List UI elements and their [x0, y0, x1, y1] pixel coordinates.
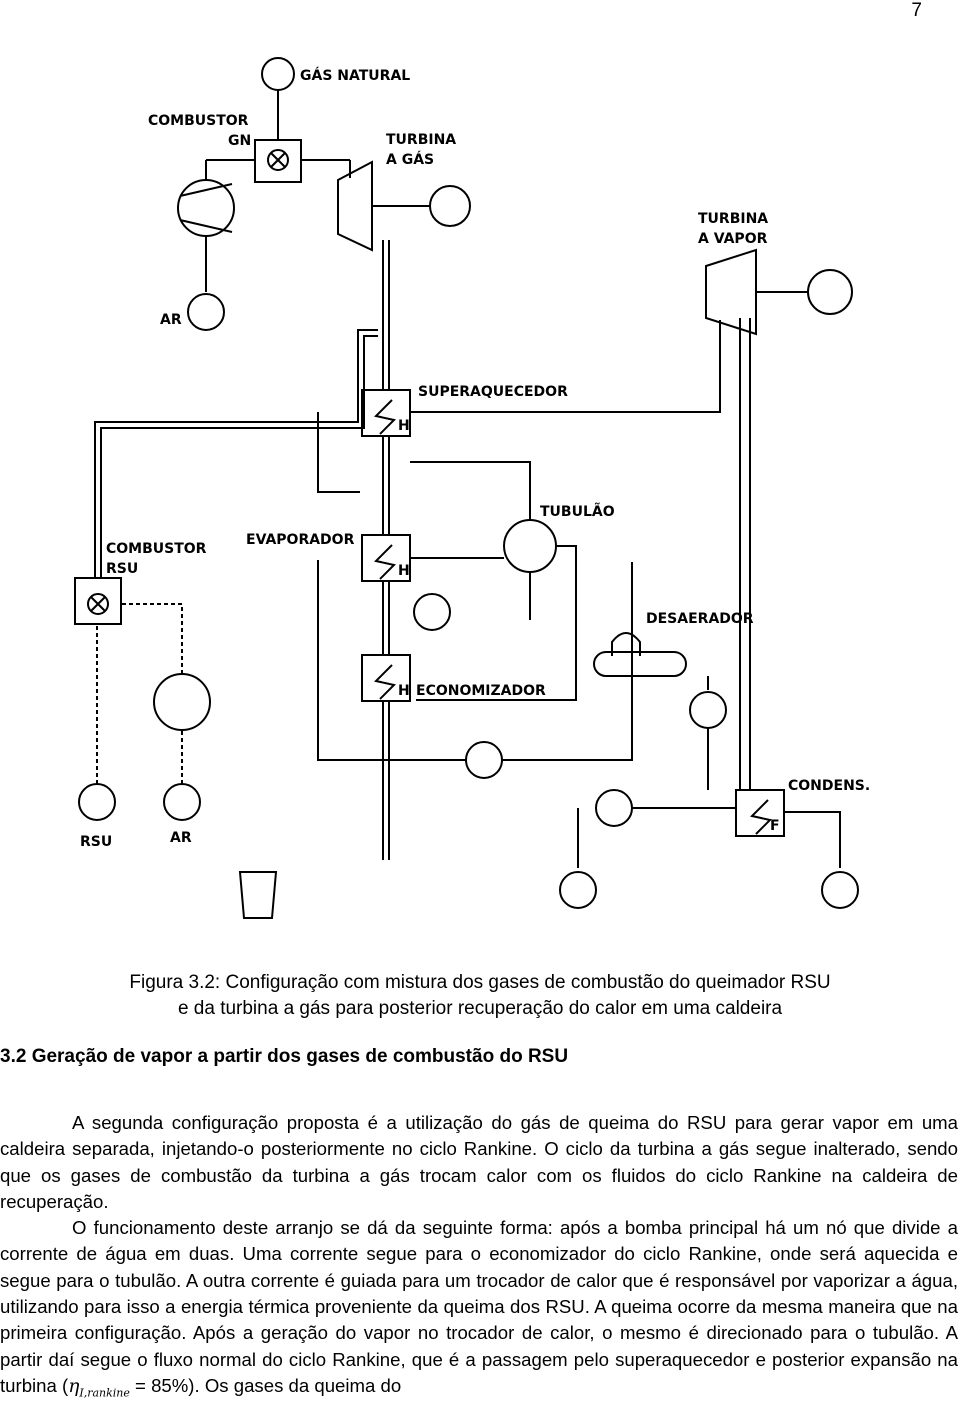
- label-combustor-rsu: COMBUSTOR: [106, 541, 207, 557]
- svg-text:H: H: [398, 418, 410, 434]
- label-gas-natural: GÁS NATURAL: [300, 68, 411, 84]
- label-combustor-gn: COMBUSTOR: [148, 113, 249, 129]
- eta-symbol: $\eta_{I,rankine}$: [68, 1375, 130, 1400]
- label-evaporador: EVAPORADOR: [246, 532, 355, 548]
- label-turbina-gas: TURBINA: [386, 132, 457, 148]
- svg-text:H: H: [398, 563, 410, 579]
- label-tubulao: TUBULÃO: [540, 504, 615, 520]
- paragraph-1: A segunda configuração proposta é a utilização do gás de queima do RSU para gerar vapor em uma caldeira separada, injetando-o posteriormente no ciclo Rankine. O ciclo da turbina a gás segue inalterado, sendo que os gases de combustão da turbina a gás trocam calor com os fluidos do ciclo Rankine na caldeira de recuperação.: [0, 1112, 958, 1212]
- svg-text:GN: GN: [228, 133, 252, 149]
- label-ar-bottom: AR: [170, 830, 192, 846]
- label-economizador: ECONOMIZADOR: [416, 683, 546, 699]
- svg-text:RSU: RSU: [106, 561, 139, 577]
- label-rsu: RSU: [80, 834, 113, 850]
- svg-text:H: H: [398, 683, 410, 699]
- page-number: 7: [911, 0, 922, 21]
- caption-line-2: e da turbina a gás para posterior recuperação do calor em uma caldeira: [177, 998, 783, 1019]
- caption-line-1: Figura 3.2: Configuração com mistura dos gases de combustão do queimador RSU: [129, 972, 831, 993]
- svg-text:A VAPOR: A VAPOR: [698, 231, 768, 247]
- label-condens: CONDENS.: [788, 778, 871, 794]
- cycle-diagram: [0, 40, 960, 940]
- paragraph-2: O funcionamento deste arranjo se dá da seguinte forma: após a bomba principal há um nó que divide a corrente de água em duas. Uma corrente segue para o economizador do ciclo Rankine, onde será aquecida e segue para o tubulão. A outra corrente é guiada para um trocador de calor que é responsável por vaporizar a água, utilizando para isso a energia térmica proveniente da queima dos RSU. A queima ocorre da mesma maneira que na primeira configuração. Após a geração do vapor no trocador de calor, o mesmo é direcionado para o tubulão. A partir daí segue o fluxo normal do ciclo Rankine, que é a passagem pelo superaquecedor e posterior expansão na turbina $(\eta_{I,rankine} = 85\%)$. Os gases da queima do: [0, 1217, 958, 1400]
- label-desaerador: DESAERADOR: [646, 611, 754, 627]
- label-superaquecedor: SUPERAQUECEDOR: [418, 384, 568, 400]
- svg-text:F: F: [770, 818, 780, 834]
- section-title: 3.2 Geração de vapor a partir dos gases de combustão do RSU: [0, 1046, 569, 1067]
- body-text: [0, 1110, 958, 1407]
- label-ar-top: AR: [160, 312, 182, 328]
- label-turbina-vapor: TURBINA: [698, 211, 769, 227]
- figure-caption: [0, 970, 960, 1022]
- svg-text:A GÁS: A GÁS: [386, 152, 435, 168]
